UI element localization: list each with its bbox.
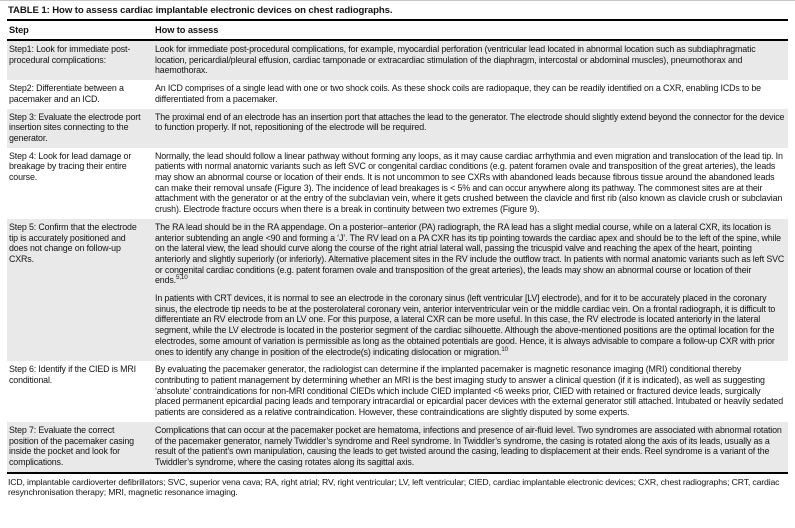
assessment-paragraph: Look for immediate post-procedural complications, for example, myocardial perforation (ventricular lead located in abnormal location such as subdiaphragmatic location, pericardial/pleural effusion, cardiac tamponade or extracardiac stimulation of the diaphragm, intercostal or abdominal muscles), pneumothorax and haemothorax. xyxy=(155,44,756,76)
step-cell: Step2: Differentiate between a pacemaker and an ICD. xyxy=(9,83,124,104)
assessment-paragraph: Normally, the lead should follow a linear pathway without forming any loops, as it may cause cardiac arrhythmia and even migration and translocation of the lead tip. In patients with normal anatomic variants such as left SVC or congenital cardiac conditions (e.g. patent foramen ovale and transposition of the great arteries), the leads may show an abnormal course or location of their ends. It is not uncommon to see CXRs with abandoned leads because fibrous tissue around the abandoned leads can make their removal unsafe (Figure 3). The incidence of lead breakages is < 5% and can occur anywhere along its pathway. The commonest sites are at their attachment with the generator or at the entry of the subclavian vein, where it gets crushed between the clavicle and first rib (also known as clavicle crush or subclavian crush). Electrode fracture occurs when there is a break in continuity between two extremes (Figure 9). xyxy=(155,150,783,215)
step-cell: Step 7: Evaluate the correct position of the pacemaker casing inside the pocket and look for complications. xyxy=(9,424,134,467)
table-header-row xyxy=(7,21,788,41)
step-cell: Step 5: Confirm that the electrode tip is accurately positioned and does not change on follow-up CXRs. xyxy=(9,221,137,264)
reference-superscript: 10 xyxy=(501,345,508,353)
table-row xyxy=(7,361,788,422)
assessment-paragraph: In patients with CRT devices, it is normal to see an electrode in the coronary sinus (left ventricular [LV] electrode), and for it to be accurately placed in the coronary sinus, the electrode tip needs to be at the posterolateral coronary vein, anterior interventricular vein or the middle cardiac vein. On a frontal radiograph, it is difficult to differentiate an RV electrode from an LV one. For this purpose, a lateral CXR can be more useful. In this case, the RV electrode is located anteriorly in the lateral segment, while the LV electrode is located in the posterior segment of the cardiac silhouette. Although the above-mentioned positions are the optimal location for the electrodes, some amount of variation is permissible as long as the obtained potentials are good. Hence, it is always advisable to compare a follow-up CXR with prior ones to identify any change in position of the electrode(s) indicating dislocation or migration.$^{10}$ xyxy=(155,293,776,357)
reference-superscript: 5,10 xyxy=(175,274,188,282)
how-to-assess-cell xyxy=(155,361,788,422)
step-cell: Step 3: Evaluate the electrode port insertion sites connecting to the generator. xyxy=(9,111,141,143)
how-to-assess-cell xyxy=(155,41,788,80)
table-row xyxy=(7,148,788,219)
assessment-paragraph: The RA lead should be in the RA appendage. On a posterior–anterior (PA) radiograph, the RA lead has a slight medial course, while on a lateral CXR, its location is anterior subtending an angle <90 and forming a ‘J’. The RV lead on a PA CXR has its tip pointing towards the cardiac apex and should be to the left of the spine, while on the lateral view, the lead should curve along the course of the right atrial lateral wall, passing the tricuspid valve and reaching the apex of the heart, pointing anteriorly and slightly superiorly (or inferiorly). Alternative placement sites in the RV include the outflow tract. In patients with normal anatomic variants such as left SVC or congenital cardiac conditions (e.g. patent foramen ovale and transposition of the great arteries), the leads may show an abnormal course or location of their ends.$^{5,10}$ xyxy=(155,221,785,286)
table-rows xyxy=(7,41,788,474)
how-to-assess-cell xyxy=(155,219,788,361)
how-to-assess-cell xyxy=(155,422,788,472)
table-row xyxy=(7,422,788,472)
how-to-assess-cell xyxy=(155,80,788,108)
column-header-step: Step xyxy=(9,25,29,35)
assessment-paragraph: The proximal end of an electrode has an insertion port that attaches the lead to the generator. The electrode should slightly extend beyond the connector for the device to function properly. If not, repositioning of the electrode will be required. xyxy=(155,111,785,133)
table-row xyxy=(7,41,788,80)
step-cell: Step 6: Identify if the CIED is MRI conditional. xyxy=(9,364,136,385)
step-cell: Step 4: Look for lead damage or breakage by tracing their entire course. xyxy=(9,150,132,183)
assessment-paragraph: By evaluating the pacemaker generator, the radiologist can determine if the implanted pacemaker is magnetic resonance imaging (MRI) conditional thereby contributing to patient management by determining whether an MRI is the best imaging study to answer a clinical question (if it is indicated), as well as suggesting ‘absolute’ contraindications for non-MRI conditional CIEDs which include CIED implanted <6 weeks prior, CIED with retained or fractured device leads, surgically placed permanent epicardial pacing leads and temporary intracardial or epicardial pacer devices with the external generator still attached. Intubated or heavily sedated patients are considered as a relative contraindication. However, these contraindications are slightly disputed by some experts. xyxy=(155,364,783,418)
assessment-paragraph: An ICD comprises of a single lead with one or two shock coils. As these shock coils are radiopaque, they can be readily identified on a CXR, enabling ICDs to be differentiated from a pacemaker. xyxy=(155,83,761,104)
table-title: TABLE 1: How to assess cardiac implantable electronic devices on chest radiographs. xyxy=(7,1,788,21)
assessment-paragraph: Complications that can occur at the pacemaker pocket are hematoma, infections and presence of air-fluid level. Two syndromes are associated with abnormal rotation of the pacemaker generator, namely Twiddler’s syndrome and Reel syndrome. In Twiddler’s syndrome, the casing is rotated along the axis of its leads, usually as a result of the patient’s own manipulation, causing the leads to get twisted around the casing, leading to displacement at their ends. Reel syndrome is a variant of the Twiddler’s syndrome, where the casing rotates along its sagittal axis. xyxy=(155,424,782,467)
how-to-assess-cell xyxy=(155,109,788,148)
column-header-how-to-assess: How to assess xyxy=(155,25,219,35)
table-row xyxy=(7,109,788,148)
step-cell: Step1: Look for immediate post-procedural complications: xyxy=(9,44,131,65)
table-row xyxy=(7,80,788,108)
table-row xyxy=(7,219,788,361)
how-to-assess-cell xyxy=(155,148,788,219)
table-footnote: ICD, implantable cardioverter defibrillators; SVC, superior vena cava; RA, right atrial; RV, right ventricular; LV, left ventricular; CIED, cardiac implantable electronic devices; CXR, chest radiographs; CRT, cardiac resynchronisation therapy; MRI, magnetic resonance imaging. xyxy=(8,476,780,498)
